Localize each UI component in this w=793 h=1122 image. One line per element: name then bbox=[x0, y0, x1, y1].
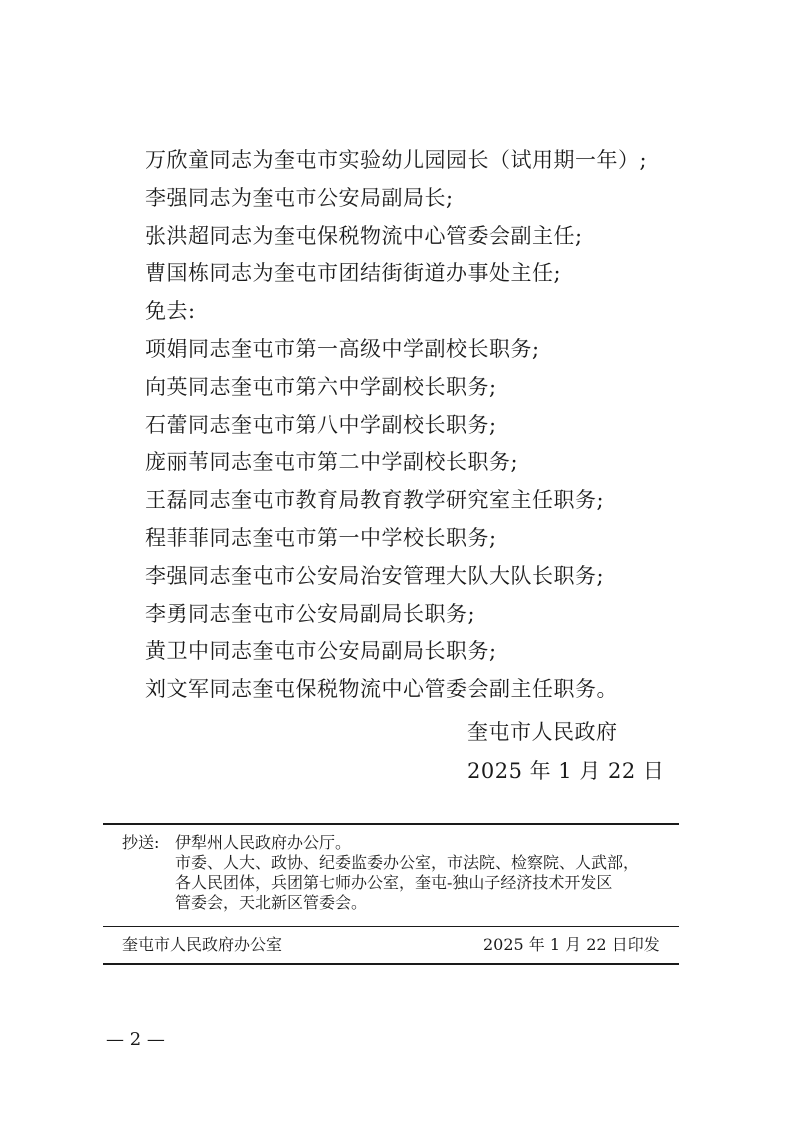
issue-date: 2025 年 1 月 22 日印发 bbox=[483, 935, 660, 954]
body-line: 李强同志奎屯市公安局治安管理大队大队长职务; bbox=[145, 563, 605, 588]
footer-rule-top bbox=[103, 823, 679, 825]
body-line: 程菲菲同志奎屯市第一中学校长职务; bbox=[145, 525, 497, 550]
body-line: 李勇同志奎屯市公安局副局长职务; bbox=[145, 601, 476, 626]
body-line: 项娟同志奎屯市第一高级中学副校长职务; bbox=[145, 336, 540, 361]
copy-to-label: 抄送: bbox=[122, 833, 160, 852]
signature-date: 2025 年 1 月 22 日 bbox=[467, 759, 665, 783]
body-line: 石蕾同志奎屯市第八中学副校长职务; bbox=[145, 412, 497, 437]
body-line: 曹国栋同志为奎屯市团结街街道办事处主任; bbox=[145, 261, 562, 286]
issuing-office: 奎屯市人民政府办公室 bbox=[122, 935, 283, 954]
body-text bbox=[145, 142, 705, 709]
body-line: 李强同志为奎屯市公安局副局长; bbox=[145, 185, 454, 210]
copy-to-recipients bbox=[175, 833, 695, 913]
footer-rule-bottom bbox=[103, 963, 679, 965]
body-line: 庞丽苇同志奎屯市第二中学副校长职务; bbox=[145, 450, 519, 475]
body-line: 万欣童同志为奎屯市实验幼儿园园长（试用期一年）; bbox=[145, 148, 648, 172]
copy-to-line: 伊犁州人民政府办公厅。 bbox=[175, 833, 352, 852]
body-line: 黄卫中同志奎屯市公安局副局长职务; bbox=[145, 639, 497, 664]
body-line: 王磊同志奎屯市教育局教育教学研究室主任职务; bbox=[145, 488, 605, 513]
body-line: 张洪超同志为奎屯保税物流中心管委会副主任; bbox=[145, 223, 583, 248]
copy-to-line: 市委、人大、政协、纪委监委办公室，市法院、检察院、人武部， bbox=[175, 853, 640, 872]
footer-rule-middle bbox=[103, 926, 679, 927]
copy-to-line: 管委会，天北新区管委会。 bbox=[175, 893, 368, 912]
body-line: 刘文军同志奎屯保税物流中心管委会副主任职务。 bbox=[145, 677, 618, 702]
copy-to-line: 各人民团体，兵团第七师办公室，奎屯-独山子经济技术开发区 bbox=[175, 873, 613, 892]
page-number: — 2 — bbox=[106, 1029, 165, 1050]
body-line: 免去: bbox=[145, 299, 196, 324]
body-line: 向英同志奎屯市第六中学副校长职务; bbox=[145, 374, 497, 399]
signature-organization: 奎屯市人民政府 bbox=[467, 720, 618, 744]
